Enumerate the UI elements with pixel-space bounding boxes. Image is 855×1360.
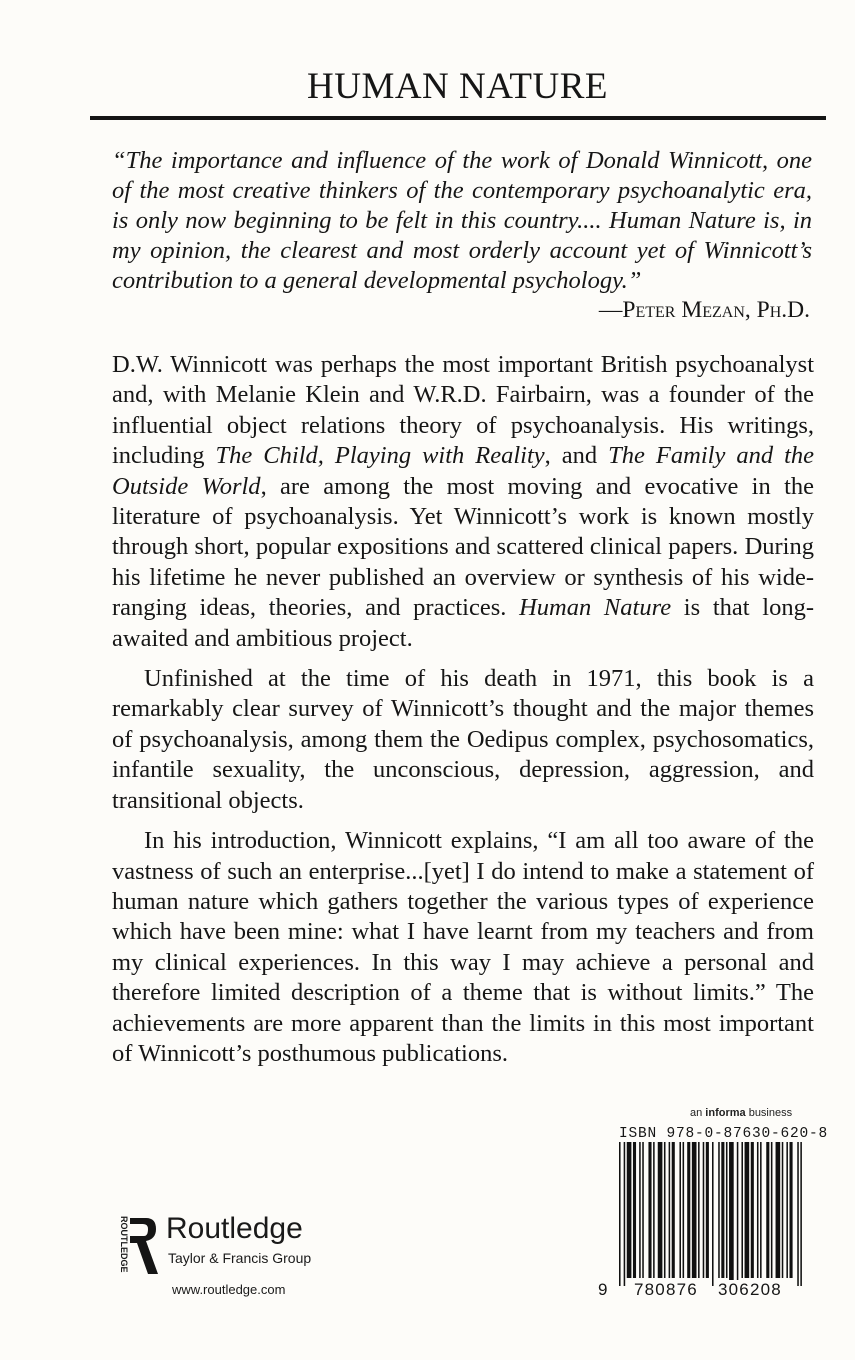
barcode-bar [672,1142,675,1278]
barcode-bar [627,1142,632,1278]
barcode-bar [766,1142,769,1278]
barcode-bar [642,1142,644,1278]
barcode-bar [751,1142,754,1278]
barcode-bar [712,1142,714,1286]
logo-mark-icon [130,1218,158,1274]
publisher-name: Routledge [166,1212,303,1245]
book-description [112,350,814,1069]
barcode-bar [639,1142,641,1278]
barcode-bar [782,1142,784,1278]
work-title: The Child, Playing with Reality [215,442,545,470]
barcode-bar [698,1142,700,1278]
description-paragraph-3: In his introduction, Winnicott explains, “I am all too aware of the vastness of such an enterprise...[yet] I do intend to make a statement of human nature which gathers together the various types of experience which have been mine: what I have learnt from my teachers and from my clinical experiences. In this way I may achieve a personal and therefore limited description of a theme that is without limits.” The achievements are more apparent than the limits in this most important of Winnicott’s posthumous publications. [112,827,814,1067]
publisher-url[interactable]: www.routledge.com [172,1282,286,1297]
barcode-bar [706,1142,709,1278]
barcode-bar [664,1142,666,1278]
barcode-bar [648,1142,651,1278]
attribution-dash: — [598,297,623,323]
barcode-bar [679,1142,681,1278]
barcode-bar [757,1142,759,1278]
review-quote: “The importance and influence of the work of Donald Winnicott, one of the most creative thinkers of the contemporary psychoanalytic era, is only now beginning to be felt in this country.... Human Nature is, in my opinion, the clearest and most orderly account yet of Winnicott’s contribution to a general developmental psychology.” [112,147,812,294]
barcode-bar [687,1142,690,1278]
book-title: HUMAN NATURE [307,66,608,107]
barcode-bar [658,1142,663,1278]
barcode-bar [683,1142,685,1278]
barcode-bar [692,1142,697,1278]
barcode-bar [800,1142,802,1286]
isbn-barcode [618,1142,804,1286]
work-title: The Family and the Outside World [112,442,814,500]
work-title: Human Nature [519,594,672,622]
barcode-bar [624,1142,626,1286]
attribution-name: Peter Mezan, Ph.D. [622,297,810,323]
description-paragraph-2: Unfinished at the time of his death in 1971, this book is a remarkably clear survey of Winnicott’s thought and the major themes of psychoanalysis, among them the Oedipus complex, psychosomatics, infantile sexuality, the unconscious, depression, aggression, and transitional objects. [112,665,814,814]
publisher-group: Taylor & Francis Group [168,1250,312,1266]
barcode-bar [718,1142,720,1278]
isbn-text: ISBN 978-0-87630-620-8 [619,1126,829,1142]
informa-business-label: an informa business [690,1107,793,1119]
barcode-bar [786,1142,788,1278]
barcode-bar [737,1142,739,1286]
barcode-digits-left: 780876 [634,1280,698,1299]
barcode-bar [703,1142,705,1278]
barcode-bar [745,1142,750,1278]
logo-vertical-text: ROUTLEDGE [119,1216,129,1273]
barcode-bar [776,1142,781,1278]
barcode-bar [771,1142,773,1278]
barcode-bar [790,1142,793,1278]
description-paragraph-1: D.W. Winnicott was perhaps the most important British psychoanalyst and, with Melanie Klein and W.R.D. Fairbairn, was a founder of the influential object relations theory of psychoanalysis. His writings, including The Child, Playing with Reality, and The Family and the Outside World, are among the most moving and evocative in the literature of psychoanalysis. Yet Winnicott’s work is known mostly through short, popular expositions and scattered clinical papers. During his lifetime he never published an overview or synthesis of his wide-ranging ideas, theories, and practices. Human Nature is that long-awaited and ambitious project. [112,351,814,652]
barcode-bar [619,1142,621,1286]
quote-attribution [400,296,810,324]
barcode-bar [653,1142,655,1278]
barcode-lead-digit: 9 [598,1280,609,1299]
barcode-bar [669,1142,671,1278]
barcode-digits-right: 306208 [718,1280,782,1299]
barcode-bar [797,1142,799,1286]
barcode-bar [726,1142,728,1278]
barcode-bar [760,1142,762,1278]
barcode-bar [729,1142,734,1286]
barcode-bar [721,1142,724,1278]
routledge-logo [112,1214,160,1276]
title-rule [90,116,826,120]
barcode-bar [741,1142,743,1278]
barcode-bar [633,1142,636,1278]
